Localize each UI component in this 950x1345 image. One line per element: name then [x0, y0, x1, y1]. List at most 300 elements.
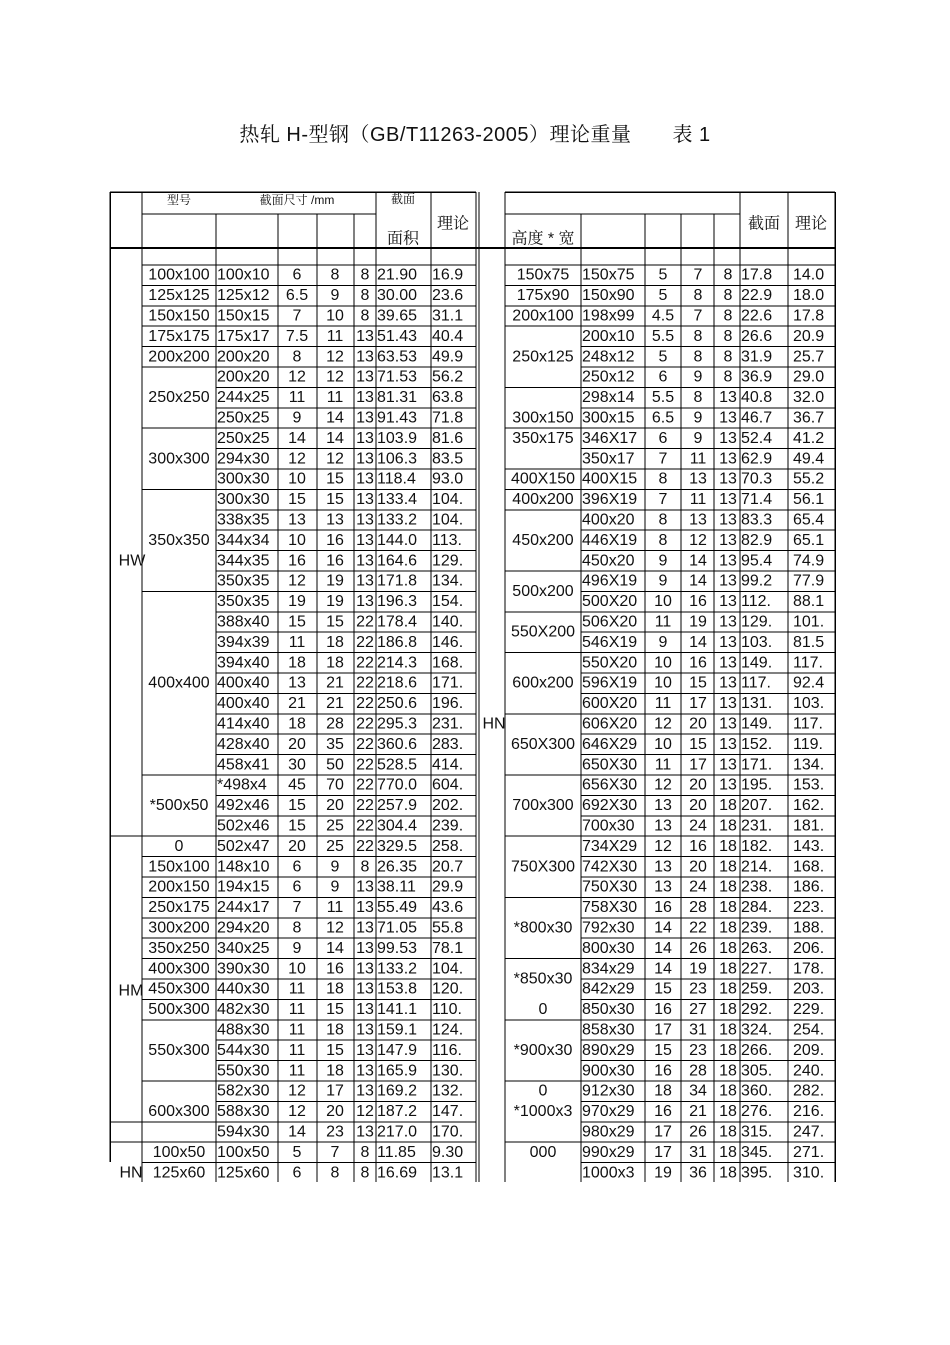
right-row-28-radius: 18: [719, 817, 737, 835]
left-row-5-flange: 12: [326, 348, 344, 366]
left-row-44-weight: 9.30: [432, 1143, 464, 1161]
left-row-22-web: 21: [288, 695, 306, 713]
left-row-33-web: 8: [292, 919, 302, 937]
left-row-29-radius: 22: [356, 837, 374, 855]
left-row-20-web: 18: [288, 654, 306, 672]
left-model-21: 600x300: [148, 1103, 210, 1121]
right-row-5-weight: 25.7: [793, 348, 825, 366]
left-row-40-web: 11: [288, 1062, 306, 1080]
right-row-39-radius: 18: [719, 1041, 737, 1059]
left-row-36-web: 11: [288, 980, 306, 998]
right-row-18-weight: 101.: [793, 613, 825, 631]
right-row-35-web: 14: [654, 960, 672, 978]
left-model-6: 250x250: [148, 389, 210, 407]
left-row-21-web: 13: [288, 674, 306, 692]
left-row-34-flange: 14: [326, 939, 344, 957]
left-row-19-weight: 146.: [432, 633, 464, 651]
right-row-24-flange: 15: [689, 735, 707, 753]
right-row-39-flange: 23: [689, 1041, 707, 1059]
right-row-21-flange: 15: [689, 674, 707, 692]
right-row-40-radius: 18: [719, 1062, 737, 1080]
right-row-33-area: 239.: [741, 919, 773, 937]
left-row-39-web: 11: [288, 1041, 306, 1059]
left-row-18-radius: 22: [356, 613, 374, 631]
left-row-34-weight: 78.1: [432, 939, 464, 957]
right-row-12-weight: 56.1: [793, 491, 825, 509]
right-row-20-web: 10: [654, 654, 672, 672]
right-model-8: 400x200: [512, 491, 574, 509]
left-row-41-radius: 13: [356, 1082, 374, 1100]
left-row-3-flange: 10: [326, 307, 344, 325]
right-row-44-web: 17: [654, 1143, 672, 1161]
left-row-23-weight: 231.: [432, 715, 464, 733]
group-hm: HM: [118, 982, 144, 1000]
left-row-38-area: 159.1: [377, 1021, 418, 1039]
left-row-2-flange: 9: [330, 287, 340, 305]
right-row-4-weight: 20.9: [793, 327, 825, 345]
left-row-14-weight: 113.: [432, 531, 462, 549]
right-row-7-weight: 32.0: [793, 389, 825, 407]
left-row-20-radius: 22: [356, 654, 374, 672]
left-row-2-weight: 23.6: [432, 287, 464, 305]
right-row-4-area: 26.6: [741, 327, 773, 345]
right-row-25-area: 171.: [741, 756, 773, 774]
left-row-40-weight: 130.: [432, 1062, 464, 1080]
right-row-34-flange: 26: [689, 939, 707, 957]
left-row-39-size: 544x30: [217, 1041, 270, 1059]
right-row-26-size: 656X30: [582, 776, 638, 794]
left-row-20-area: 214.3: [377, 654, 418, 672]
left-row-8-weight: 71.8: [432, 409, 464, 427]
left-row-17-size: 350x35: [217, 593, 270, 611]
right-row-29-weight: 143.: [793, 837, 825, 855]
left-row-44-flange: 7: [330, 1143, 340, 1161]
left-row-2-size: 125x12: [217, 287, 270, 305]
left-row-30-flange: 9: [330, 858, 340, 876]
left-row-21-flange: 21: [326, 674, 344, 692]
right-row-6-flange: 9: [693, 368, 703, 386]
left-row-24-flange: 35: [326, 735, 344, 753]
left-model-3: 150x150: [148, 307, 210, 325]
left-row-8-radius: 13: [356, 409, 374, 427]
left-row-31-web: 6: [292, 878, 302, 896]
left-row-26-web: 45: [288, 776, 306, 794]
right-row-28-area: 231.: [741, 817, 773, 835]
left-model-4: 175x175: [148, 327, 210, 345]
left-row-7-flange: 11: [326, 389, 344, 407]
left-row-16-flange: 19: [326, 572, 344, 590]
left-row-22-size: 400x40: [217, 695, 270, 713]
left-row-3-weight: 31.1: [432, 307, 464, 325]
left-model-20: 550x300: [148, 1041, 210, 1059]
right-row-23-area: 149.: [741, 715, 773, 733]
left-row-8-size: 250x25: [217, 409, 270, 427]
left-row-1-radius: 8: [360, 266, 370, 284]
right-row-31-size: 750X30: [582, 878, 638, 896]
right-row-36-area: 259.: [741, 980, 773, 998]
right-row-31-web: 13: [654, 878, 672, 896]
right-row-27-weight: 162.: [793, 797, 825, 815]
right-row-38-radius: 18: [719, 1021, 737, 1039]
header-area-label: 面积: [386, 230, 420, 248]
right-row-5-radius: 8: [723, 348, 733, 366]
left-row-28-size: 502x46: [217, 817, 270, 835]
right-row-23-size: 606X20: [582, 715, 638, 733]
left-row-14-area: 144.0: [377, 531, 418, 549]
left-row-41-weight: 132.: [432, 1082, 464, 1100]
header-weight: 理论: [436, 215, 470, 233]
right-row-25-weight: 134.: [793, 756, 825, 774]
left-row-45-weight: 13.1: [432, 1164, 464, 1182]
group-hw: HW: [118, 552, 146, 570]
left-row-10-area: 106.3: [377, 450, 418, 468]
right-row-41-radius: 18: [719, 1082, 737, 1100]
left-row-17-weight: 154.: [432, 593, 464, 611]
right-row-1-weight: 14.0: [793, 266, 825, 284]
left-row-35-web: 10: [288, 960, 306, 978]
left-row-34-radius: 13: [356, 939, 374, 957]
right-row-35-flange: 19: [689, 960, 707, 978]
right-row-34-area: 263.: [741, 939, 773, 957]
left-model-19: 500x300: [148, 1001, 210, 1019]
right-row-29-flange: 16: [689, 837, 707, 855]
right-model-11: 550X200: [510, 623, 576, 641]
right-row-26-web: 12: [654, 776, 672, 794]
left-row-5-size: 200x20: [217, 348, 270, 366]
right-row-1-web: 5: [658, 266, 668, 284]
left-row-15-web: 16: [288, 552, 306, 570]
right-row-22-flange: 17: [689, 695, 707, 713]
left-row-9-flange: 14: [326, 429, 344, 447]
right-row-14-web: 8: [658, 531, 668, 549]
left-row-11-size: 300x30: [217, 470, 270, 488]
weight-table: [110, 192, 836, 1182]
right-row-37-area: 292.: [741, 1001, 773, 1019]
left-row-28-area: 304.4: [377, 817, 418, 835]
left-row-9-size: 250x25: [217, 429, 270, 447]
left-row-43-radius: 13: [356, 1123, 374, 1141]
left-row-45-flange: 8: [330, 1164, 340, 1182]
left-model-9: 400x400: [148, 674, 210, 692]
right-row-8-flange: 9: [693, 409, 703, 427]
left-row-17-web: 19: [288, 593, 306, 611]
right-row-40-size: 900x30: [582, 1062, 635, 1080]
right-row-41-area: 360.: [741, 1082, 773, 1100]
left-row-3-web: 7: [292, 307, 302, 325]
left-row-29-size: 502x47: [217, 837, 270, 855]
right-row-35-weight: 178.: [793, 960, 825, 978]
left-row-8-web: 9: [292, 409, 302, 427]
left-row-15-flange: 16: [326, 552, 344, 570]
left-row-18-weight: 140.: [432, 613, 464, 631]
right-row-40-area: 305.: [741, 1062, 773, 1080]
left-row-23-size: 414x40: [217, 715, 270, 733]
right-model-21: *1000x3: [513, 1103, 573, 1121]
left-row-11-weight: 93.0: [432, 470, 464, 488]
left-row-30-weight: 20.7: [432, 858, 464, 876]
right-row-38-flange: 31: [689, 1021, 707, 1039]
right-row-30-radius: 18: [719, 858, 737, 876]
left-row-32-web: 7: [292, 899, 302, 917]
left-row-28-web: 15: [288, 817, 306, 835]
right-row-30-flange: 20: [689, 858, 707, 876]
right-row-41-web: 18: [654, 1082, 672, 1100]
left-row-20-size: 394x40: [217, 654, 270, 672]
left-row-42-radius: 12: [356, 1103, 374, 1121]
left-row-12-weight: 104.: [432, 491, 464, 509]
left-row-1-web: 6: [292, 266, 302, 284]
left-row-41-flange: 17: [326, 1082, 344, 1100]
right-row-21-area: 117.: [741, 674, 771, 692]
left-row-13-weight: 104.: [432, 511, 464, 529]
right-row-43-flange: 26: [689, 1123, 707, 1141]
left-row-17-flange: 19: [326, 593, 344, 611]
right-row-27-size: 692X30: [582, 797, 638, 815]
left-row-26-radius: 22: [356, 776, 374, 794]
right-row-24-weight: 119.: [793, 735, 823, 753]
left-row-19-size: 394x39: [217, 633, 270, 651]
left-row-19-area: 186.8: [377, 633, 418, 651]
right-row-1-radius: 8: [723, 266, 733, 284]
left-row-12-area: 133.4: [377, 491, 418, 509]
right-row-30-area: 214.: [741, 858, 773, 876]
right-row-13-flange: 13: [689, 511, 707, 529]
left-row-35-size: 390x30: [217, 960, 270, 978]
left-row-12-flange: 15: [326, 491, 344, 509]
right-row-16-size: 496X19: [582, 572, 638, 590]
right-row-36-weight: 203.: [793, 980, 825, 998]
right-row-14-area: 82.9: [741, 531, 773, 549]
left-row-10-web: 12: [288, 450, 306, 468]
left-row-21-area: 218.6: [377, 674, 418, 692]
left-row-39-area: 147.9: [377, 1041, 418, 1059]
right-row-10-size: 350x17: [582, 450, 635, 468]
left-row-44-web: 5: [292, 1143, 302, 1161]
right-row-13-radius: 13: [719, 511, 737, 529]
left-row-42-weight: 147.: [432, 1103, 464, 1121]
left-row-43-area: 217.0: [377, 1123, 418, 1141]
left-row-24-area: 360.6: [377, 735, 418, 753]
right-row-27-area: 207.: [741, 797, 773, 815]
right-row-24-web: 10: [654, 735, 672, 753]
left-row-26-flange: 70: [326, 776, 344, 794]
right-row-19-weight: 81.5: [793, 633, 825, 651]
right-row-3-size: 198x99: [582, 307, 635, 325]
right-row-9-web: 6: [658, 429, 668, 447]
left-row-2-radius: 8: [360, 287, 370, 305]
right-row-32-weight: 223.: [793, 899, 825, 917]
left-row-6-radius: 13: [356, 368, 374, 386]
right-row-37-weight: 229.: [793, 1001, 825, 1019]
left-row-21-weight: 171.: [432, 674, 464, 692]
left-row-32-flange: 11: [326, 899, 344, 917]
group-hn: HN: [119, 1164, 143, 1182]
left-row-31-radius: 13: [356, 878, 374, 896]
right-row-15-size: 450x20: [582, 552, 635, 570]
right-row-9-radius: 13: [719, 429, 737, 447]
left-row-41-size: 582x30: [217, 1082, 270, 1100]
left-row-11-flange: 15: [326, 470, 344, 488]
right-row-43-radius: 18: [719, 1123, 737, 1141]
right-row-43-size: 980x29: [582, 1123, 635, 1141]
right-row-1-flange: 7: [693, 266, 703, 284]
left-row-20-weight: 168.: [432, 654, 464, 672]
left-row-33-radius: 13: [356, 919, 374, 937]
left-row-15-weight: 129.: [432, 552, 464, 570]
right-row-42-flange: 21: [689, 1103, 707, 1121]
right-model-5: 300x150: [512, 409, 574, 427]
left-row-37-weight: 110.: [432, 1001, 462, 1019]
left-row-27-area: 257.9: [377, 797, 418, 815]
right-row-9-area: 52.4: [741, 429, 773, 447]
left-row-9-radius: 13: [356, 429, 374, 447]
left-row-34-area: 99.53: [377, 939, 418, 957]
right-row-19-flange: 14: [689, 633, 707, 651]
left-row-42-size: 588x30: [217, 1103, 270, 1121]
right-row-34-weight: 206.: [793, 939, 825, 957]
left-row-43-web: 14: [288, 1123, 306, 1141]
left-model-12: 150x100: [148, 858, 210, 876]
right-row-7-area: 40.8: [741, 389, 773, 407]
left-row-29-flange: 25: [326, 837, 344, 855]
left-row-19-web: 11: [288, 633, 306, 651]
right-row-10-flange: 11: [689, 450, 707, 468]
left-row-14-radius: 13: [356, 531, 374, 549]
right-row-14-flange: 12: [689, 531, 707, 549]
left-row-40-flange: 18: [326, 1062, 344, 1080]
right-row-10-weight: 49.4: [793, 450, 825, 468]
left-row-33-size: 294x20: [217, 919, 270, 937]
right-row-44-size: 990x29: [582, 1143, 635, 1161]
right-row-24-area: 152.: [741, 735, 773, 753]
left-row-25-size: 458x41: [217, 756, 270, 774]
right-row-36-radius: 18: [719, 980, 737, 998]
left-row-10-flange: 12: [326, 450, 344, 468]
right-row-21-weight: 92.4: [793, 674, 825, 692]
right-row-43-web: 17: [654, 1123, 672, 1141]
left-row-14-web: 10: [288, 531, 306, 549]
right-row-14-weight: 65.1: [793, 531, 825, 549]
right-row-16-radius: 13: [719, 572, 737, 590]
right-row-42-area: 276.: [741, 1103, 773, 1121]
left-row-22-weight: 196.: [432, 695, 464, 713]
left-model-17: 400x300: [148, 960, 210, 978]
left-row-37-flange: 15: [326, 1001, 344, 1019]
left-row-22-radius: 22: [356, 695, 374, 713]
right-row-15-web: 9: [658, 552, 668, 570]
right-row-17-flange: 16: [689, 593, 707, 611]
left-row-39-radius: 13: [356, 1041, 374, 1059]
right-row-29-area: 182.: [741, 837, 773, 855]
right-row-2-radius: 8: [723, 287, 733, 305]
left-row-31-flange: 9: [330, 878, 340, 896]
left-row-1-area: 21.90: [377, 266, 418, 284]
left-row-5-radius: 13: [356, 348, 374, 366]
right-row-8-weight: 36.7: [793, 409, 825, 427]
right-row-6-web: 6: [658, 368, 668, 386]
right-row-43-weight: 247.: [793, 1123, 825, 1141]
right-row-45-flange: 36: [689, 1164, 707, 1182]
left-row-10-size: 294x30: [217, 450, 270, 468]
left-row-37-radius: 13: [356, 1001, 374, 1019]
left-row-4-radius: 13: [356, 327, 374, 345]
left-row-43-size: 594x30: [217, 1123, 270, 1141]
right-model-3: 200x100: [512, 307, 574, 325]
right-model-12: 600x200: [512, 674, 574, 692]
left-model-15: 300x200: [148, 919, 210, 937]
right-row-7-radius: 13: [719, 389, 737, 407]
left-row-13-flange: 13: [326, 511, 344, 529]
left-row-4-weight: 40.4: [432, 327, 464, 345]
left-model-13: 200x150: [148, 878, 210, 896]
left-row-41-web: 12: [288, 1082, 306, 1100]
right-model-10: 500x200: [512, 582, 574, 600]
right-row-45-area: 395.: [741, 1164, 773, 1182]
left-row-37-web: 11: [288, 1001, 306, 1019]
left-row-8-area: 91.43: [377, 409, 418, 427]
left-row-38-flange: 18: [326, 1021, 344, 1039]
right-row-5-flange: 8: [693, 348, 703, 366]
left-row-19-flange: 18: [326, 633, 344, 651]
header-weight: 理论: [794, 215, 828, 233]
right-row-19-web: 9: [658, 633, 668, 651]
left-row-39-weight: 116.: [432, 1041, 462, 1059]
right-row-33-flange: 22: [689, 919, 707, 937]
left-row-5-area: 63.53: [377, 348, 418, 366]
left-row-15-radius: 13: [356, 552, 374, 570]
right-row-17-radius: 13: [719, 593, 737, 611]
right-row-8-web: 6.5: [651, 409, 675, 427]
left-row-6-web: 12: [288, 368, 306, 386]
left-row-11-web: 10: [288, 470, 306, 488]
right-row-16-weight: 77.9: [793, 572, 825, 590]
left-row-42-flange: 20: [326, 1103, 344, 1121]
right-row-36-flange: 23: [689, 980, 707, 998]
left-row-6-size: 200x20: [217, 368, 270, 386]
left-row-38-radius: 13: [356, 1021, 374, 1039]
left-row-3-size: 150x15: [217, 307, 270, 325]
right-row-3-web: 4.5: [651, 307, 675, 325]
right-row-30-weight: 168.: [793, 858, 825, 876]
right-row-29-size: 734X29: [582, 837, 638, 855]
left-model-16: 350x250: [148, 939, 210, 957]
right-row-3-weight: 17.8: [793, 307, 825, 325]
left-row-3-radius: 8: [360, 307, 370, 325]
left-row-31-weight: 29.9: [432, 878, 464, 896]
right-model-22: 000: [529, 1143, 557, 1161]
right-row-13-area: 83.3: [741, 511, 773, 529]
right-row-2-size: 150x90: [582, 287, 635, 305]
right-row-24-size: 646X29: [582, 735, 638, 753]
right-row-4-web: 5.5: [651, 327, 675, 345]
right-model-20: 0: [538, 1082, 548, 1100]
right-row-2-web: 5: [658, 287, 668, 305]
left-row-43-flange: 23: [326, 1123, 344, 1141]
left-row-35-area: 133.2: [377, 960, 418, 978]
left-model-23: 125x60: [152, 1164, 206, 1182]
right-model-7: 400X150: [510, 470, 576, 488]
left-row-6-flange: 12: [326, 368, 344, 386]
right-row-27-web: 13: [654, 797, 672, 815]
right-row-31-weight: 186.: [793, 878, 825, 896]
left-row-13-area: 133.2: [377, 511, 418, 529]
left-row-12-size: 300x30: [217, 491, 270, 509]
right-row-42-size: 970x29: [582, 1103, 635, 1121]
right-row-25-flange: 17: [689, 756, 707, 774]
left-row-37-size: 482x30: [217, 1001, 270, 1019]
right-row-42-radius: 18: [719, 1103, 737, 1121]
left-row-36-area: 153.8: [377, 980, 418, 998]
